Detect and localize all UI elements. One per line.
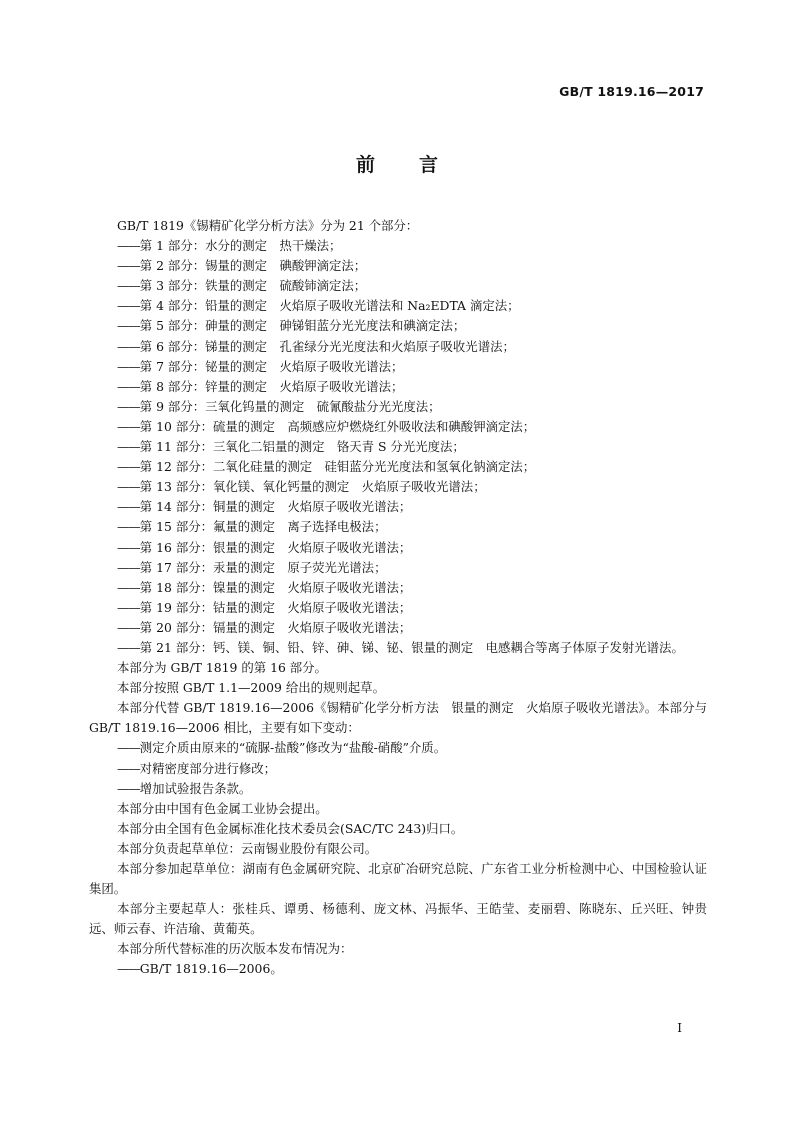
dash-marker: ——: [117, 499, 140, 515]
part-item-text: 第 16 部分：银量的测定 火焰原子吸收光谱法；: [139, 539, 412, 555]
part-item-text: 第 4 部分：铅量的测定 火焰原子吸收光谱法和 Na₂EDTA 滴定法；: [139, 298, 520, 314]
part-item: [89, 517, 707, 537]
part-item-text: 第 5 部分：砷量的测定 砷锑钼蓝分光光度法和碘滴定法；: [139, 318, 466, 334]
dash-marker: ——: [117, 740, 140, 756]
statement-replace: 本部分代替 GB/T 1819.16—2006《锡精矿化学分析方法 银量的测定 火焰原子吸收光谱法》。本部分与 GB/T 1819.16—2006 相比，主要有如下变动：: [89, 700, 707, 736]
part-item: [89, 337, 707, 357]
part-item: [89, 357, 707, 377]
dash-marker: ——: [117, 418, 140, 434]
part-item: [89, 276, 707, 296]
dash-marker: ——: [117, 639, 140, 655]
part-item-text: 第 15 部分：氟量的测定 离子选择电极法；: [139, 519, 387, 535]
part-item: [89, 598, 707, 618]
part-item-text: 第 2 部分：锡量的测定 碘酸钾滴定法；: [139, 258, 367, 274]
dash-marker: ——: [117, 459, 140, 475]
changes-list: [89, 738, 707, 798]
part-item: [89, 578, 707, 598]
drafters: 本部分主要起草人：张桂兵、谭勇、杨德利、庞文林、冯振华、王皓莹、麦丽碧、陈晓东、丘兴旺、钟贵远、师云春、许洁瑜、黄葡英。: [89, 901, 707, 937]
committee-line: 本部分由全国有色金属标准化技术委员会(SAC/TC 243)归口。: [117, 820, 464, 836]
part-item-text: 第 20 部分：镉量的测定 火焰原子吸收光谱法；: [139, 619, 412, 635]
document-body: [89, 216, 707, 980]
part-item-text: 第 1 部分：水分的测定 热干燥法；: [139, 238, 342, 254]
part-item-text: 第 21 部分：钙、镁、铜、铅、锌、砷、锑、铋、银量的测定 电感耦合等离子体原子发射光谱法。: [139, 639, 684, 655]
part-item-text: 第 12 部分：二氧化硅量的测定 硅钼蓝分光光度法和氢氧化钠滴定法；: [139, 459, 536, 475]
page-number: I: [677, 1021, 682, 1035]
title-char-2: 言: [419, 154, 439, 176]
dash-marker: ——: [117, 599, 140, 615]
change-item: [89, 738, 707, 758]
dash-marker: ——: [117, 358, 140, 374]
part-item-text: 第 9 部分：三氧化钨量的测定 硫氰酸盐分光光度法；: [139, 398, 441, 414]
dash-marker: ——: [117, 398, 140, 414]
part-item-text: 第 3 部分：铁量的测定 硫酸铈滴定法；: [139, 278, 367, 294]
dash-marker: ——: [117, 961, 140, 977]
dash-marker: ——: [117, 780, 140, 796]
dash-marker: ——: [117, 539, 140, 555]
dash-marker: ——: [117, 278, 140, 294]
change-item-text: 对精密度部分进行修改；: [139, 760, 277, 776]
title-char-1: 前: [355, 154, 375, 176]
part-item-text: 第 6 部分：锑量的测定 孔雀绿分光光度法和火焰原子吸收光谱法；: [139, 338, 515, 354]
dash-marker: ——: [117, 579, 140, 595]
dash-marker: ——: [117, 619, 140, 635]
part-item-text: 第 11 部分：三氧化二铝量的测定 铬天青 S 分光光度法；: [139, 439, 465, 455]
page-title: [0, 150, 794, 177]
part-item: [89, 638, 707, 658]
statement-rules: 本部分按照 GB/T 1.1—2009 给出的规则起草。: [117, 680, 385, 696]
dash-marker: ——: [117, 378, 140, 394]
part-item: [89, 296, 707, 316]
dash-marker: ——: [117, 258, 140, 274]
part-item-text: 第 14 部分：铜量的测定 火焰原子吸收光谱法；: [139, 499, 412, 515]
part-item: [89, 316, 707, 336]
history-intro: 本部分所代替标准的历次版本发布情况为：: [117, 941, 353, 957]
dash-marker: ——: [117, 559, 140, 575]
dash-marker: ——: [117, 238, 140, 254]
part-item-text: 第 7 部分：铋量的测定 火焰原子吸收光谱法；: [139, 358, 404, 374]
change-item-text: 测定介质由原来的“硫脲-盐酸”修改为“盐酸-硝酸”介质。: [139, 740, 447, 756]
part-item-text: 第 8 部分：锌量的测定 火焰原子吸收光谱法；: [139, 378, 404, 394]
dash-marker: ——: [117, 338, 140, 354]
history-item-text: GB/T 1819.16—2006。: [139, 961, 283, 977]
part-item: [89, 256, 707, 276]
dash-marker: ——: [117, 439, 140, 455]
part-item: [89, 437, 707, 457]
change-item-text: 增加试验报告条款。: [139, 780, 252, 796]
history-list: [89, 959, 707, 979]
part-item: [89, 477, 707, 497]
part-item: [89, 236, 707, 256]
drafting-org-line: 本部分负责起草单位：云南锡业股份有限公司。: [117, 840, 378, 856]
change-item: [89, 759, 707, 779]
part-item-text: 第 18 部分：镍量的测定 火焰原子吸收光谱法；: [139, 579, 412, 595]
part-item: [89, 618, 707, 638]
part-item: [89, 558, 707, 578]
part-item-text: 第 10 部分：硫量的测定 高频感应炉燃烧红外吸收法和碘酸钾滴定法；: [139, 418, 536, 434]
dash-marker: ——: [117, 760, 140, 776]
statement-part: 本部分为 GB/T 1819 的第 16 部分。: [117, 660, 327, 676]
dash-marker: ——: [117, 479, 140, 495]
part-item: [89, 397, 707, 417]
part-item: [89, 497, 707, 517]
parts-list: [89, 236, 707, 658]
part-item: [89, 457, 707, 477]
part-item-text: 第 13 部分：氧化镁、氧化钙量的测定 火焰原子吸收光谱法；: [139, 479, 486, 495]
part-item: [89, 417, 707, 437]
participating-orgs: 本部分参加起草单位：湖南有色金属研究院、北京矿冶研究总院、广东省工业分析检测中心、中国检验认证集团。: [89, 861, 707, 897]
intro-line: GB/T 1819《锡精矿化学分析方法》分为 21 个部分：: [117, 218, 419, 233]
part-item-text: 第 19 部分：钴量的测定 火焰原子吸收光谱法；: [139, 599, 412, 615]
change-item: [89, 779, 707, 799]
dash-marker: ——: [117, 318, 140, 334]
dash-marker: ——: [117, 519, 140, 535]
part-item-text: 第 17 部分：汞量的测定 原子荧光光谱法；: [139, 559, 387, 575]
part-item: [89, 377, 707, 397]
dash-marker: ——: [117, 298, 140, 314]
history-item: [89, 959, 707, 979]
proposer-line: 本部分由中国有色金属工业协会提出。: [117, 800, 328, 816]
part-item: [89, 538, 707, 558]
standard-code: GB/T 1819.16—2017: [559, 84, 704, 99]
